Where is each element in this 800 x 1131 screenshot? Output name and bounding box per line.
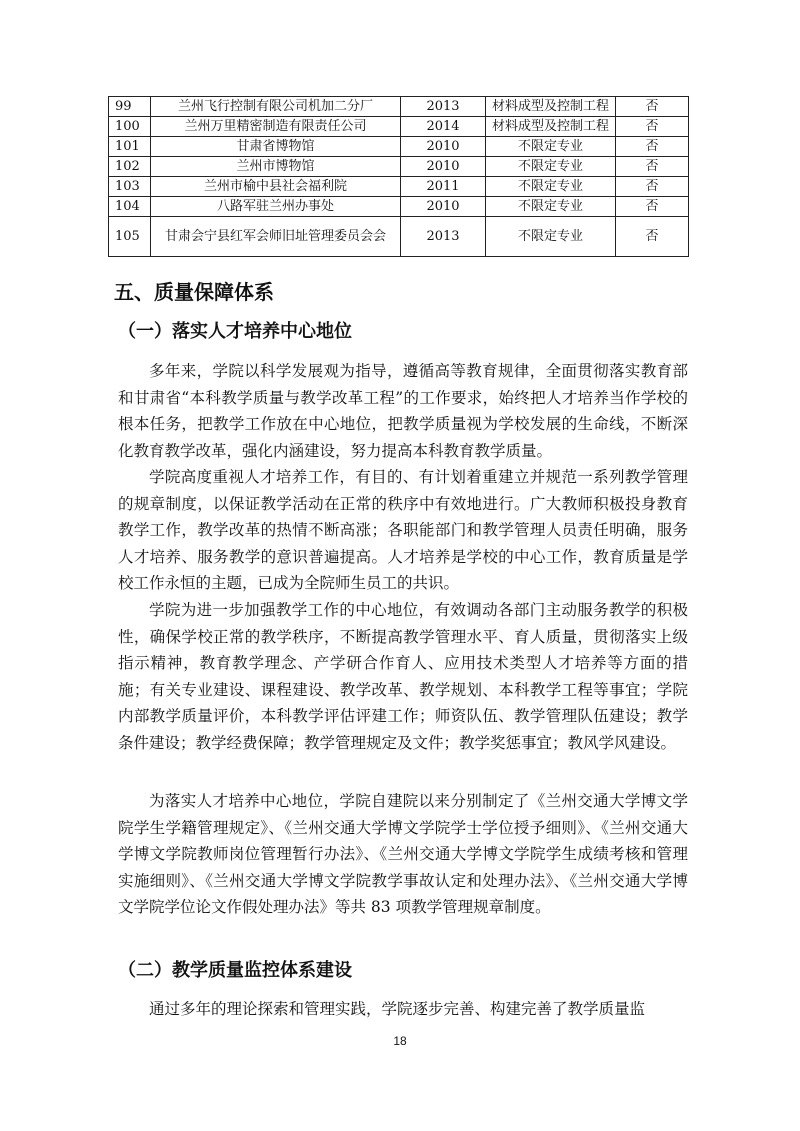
table-row — [109, 217, 689, 257]
organization-name: 八路军驻兰州办事处 — [151, 197, 401, 217]
table-row — [109, 157, 689, 177]
table-row — [109, 117, 689, 137]
page-number: 18 — [393, 1034, 407, 1048]
table-row — [109, 97, 689, 117]
flag-value: 否 — [616, 177, 689, 197]
body-paragraph: 为落实人才培养中心地位，学院自建院以来分别制定了《兰州交通大学博文学院学生学籍管理规定》、《兰州交通大学博文学院学士学位授予细则》、《兰州交通大学博文学院教师岗位管理暂行办法》、《兰州交通大学博文学院学生成绩考核和管理实施细则》、《兰州交通大学博文学院教学事故认定和处理办法》、《兰州交通大学博文学院学位论文作假处理办法》等共 83 项教学管理规章制度。 — [118, 792, 688, 916]
establish-year: 2013 — [401, 97, 486, 117]
flag-value: 否 — [616, 97, 689, 117]
table-row — [109, 177, 689, 197]
organization-name: 兰州市博物馆 — [151, 157, 401, 177]
practice-base-table — [108, 96, 689, 257]
row-number: 99 — [109, 97, 151, 117]
organization-name: 甘肃会宁县红军会师旧址管理委员会会 — [151, 217, 401, 257]
row-number: 101 — [109, 137, 151, 157]
subsection-heading: （二）教学质量监控体系建设 — [118, 960, 352, 981]
section-heading: 五、质量保障体系 — [114, 280, 274, 304]
row-number: 102 — [109, 157, 151, 177]
establish-year: 2011 — [401, 177, 486, 197]
body-paragraph: 学院高度重视人才培养工作，有目的、有计划着重建立并规范一系列教学管理的规章制度，以保证教学活动在正常的秩序中有效地进行。广大教师积极投身教育教学工作，教学改革的热情不断高涨；各职能部门和教学管理人员责任明确，服务人才培养、服务教学的意识普遍提高。人才培养是学校的中心工作，教育质量是学校工作永恒的主题，已成为全院师生员工的共识。 — [118, 468, 688, 592]
major-field: 不限定专业 — [486, 197, 616, 217]
flag-value: 否 — [616, 157, 689, 177]
major-field: 不限定专业 — [486, 157, 616, 177]
major-field: 材料成型及控制工程 — [486, 97, 616, 117]
flag-value: 否 — [616, 137, 689, 157]
establish-year: 2010 — [401, 157, 486, 177]
body-paragraph: 学院为进一步加强教学工作的中心地位，有效调动各部门主动服务教学的积极性，确保学校正常的教学秩序，不断提高教学管理水平、育人质量，贯彻落实上级指示精神，教育教学理念、产学研合作育人、应用技术类型人才培养等方面的措施；有关专业建设、课程建设、教学改革、教学规划、本科教学工程等事宜；学院内部教学质量评价，本科教学评估评建工作；师资队伍、教学管理队伍建设；教学条件建设；教学经费保障；教学管理规定及文件；教学奖惩事宜；教风学风建设。 — [118, 601, 688, 752]
organization-name: 兰州飞行控制有限公司机加二分厂 — [151, 97, 401, 117]
subsection-heading: （一）落实人才培养中心地位 — [118, 321, 352, 342]
table-row — [109, 197, 689, 217]
major-field: 不限定专业 — [486, 137, 616, 157]
organization-name: 兰州万里精密制造有限责任公司 — [151, 117, 401, 137]
major-field: 不限定专业 — [486, 217, 616, 257]
body-paragraph: 通过多年的理论探索和管理实践，学院逐步完善、构建完善了教学质量监 — [149, 1000, 646, 1018]
body-paragraph: 多年来，学院以科学发展观为指导，遵循高等教育规律，全面贯彻落实教育部和甘肃省“本科教学质量与教学改革工程”的工作要求，始终把人才培养当作学校的根本任务，把教学工作放在中心地位，把教学质量视为学校发展的生命线，不断深化教育教学改革，强化内涵建设，努力提高本科教育教学质量。 — [118, 362, 688, 460]
flag-value: 否 — [616, 217, 689, 257]
row-number: 104 — [109, 197, 151, 217]
row-number: 100 — [109, 117, 151, 137]
row-number: 103 — [109, 177, 151, 197]
table-row — [109, 137, 689, 157]
row-number: 105 — [109, 217, 151, 257]
flag-value: 否 — [616, 117, 689, 137]
flag-value: 否 — [616, 197, 689, 217]
organization-name: 甘肃省博物馆 — [151, 137, 401, 157]
major-field: 不限定专业 — [486, 177, 616, 197]
establish-year: 2013 — [401, 217, 486, 257]
establish-year: 2014 — [401, 117, 486, 137]
establish-year: 2010 — [401, 137, 486, 157]
organization-name: 兰州市榆中县社会福利院 — [151, 177, 401, 197]
major-field: 材料成型及控制工程 — [486, 117, 616, 137]
establish-year: 2010 — [401, 197, 486, 217]
